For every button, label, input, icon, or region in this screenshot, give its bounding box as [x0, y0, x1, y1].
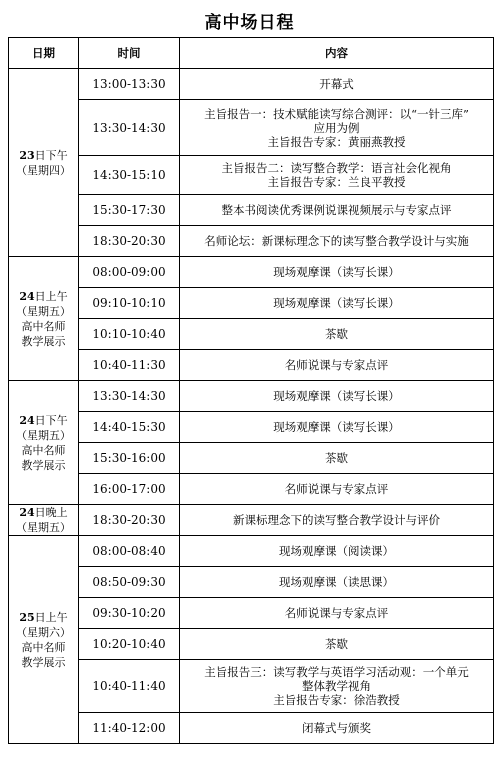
content-line: 主旨报告专家：黄丽燕教授: [267, 134, 406, 149]
date-cell: [9, 381, 79, 505]
header-content: 内容: [180, 38, 494, 69]
date-line: 日上午: [34, 289, 68, 303]
content-cell: [180, 257, 494, 288]
table-row: [9, 713, 494, 744]
content-line: 主旨报告专家：兰良平教授: [267, 175, 406, 189]
date-line: 高中名师: [21, 640, 66, 654]
content-line: 现场观摩课（读写长课）: [273, 389, 400, 403]
table-row: [9, 598, 494, 629]
date-line: 高中名师: [21, 443, 66, 457]
content-line: 现场观摩课（读写长课）: [273, 420, 400, 434]
time-cell: 10:40-11:30: [79, 350, 180, 381]
content-cell: [180, 156, 494, 195]
content-cell: [180, 412, 494, 443]
time-cell: 09:10-10:10: [79, 288, 180, 319]
content-cell: [180, 567, 494, 598]
content-line: 茶歇: [325, 327, 348, 341]
content-cell: [180, 350, 494, 381]
content-cell: [180, 474, 494, 505]
table-row: [9, 226, 494, 257]
content-cell: [180, 598, 494, 629]
table-row: [9, 100, 494, 156]
table-row: [9, 350, 494, 381]
content-line: 新课标理念下的读写整合教学设计与评价: [233, 513, 440, 527]
table-row: [9, 505, 494, 536]
date-line: 日晚上: [34, 506, 68, 519]
table-row: [9, 257, 494, 288]
content-line: 主旨报告一：技术赋能读写综合测评：以“一针三库”: [204, 106, 469, 121]
date-day: 24: [19, 413, 35, 427]
content-cell: [180, 100, 494, 156]
content-cell: [180, 226, 494, 257]
time-cell: 16:00-17:00: [79, 474, 180, 505]
page-title: 高中场日程: [204, 13, 295, 33]
time-cell: 13:00-13:30: [79, 69, 180, 100]
date-cell: [9, 536, 79, 744]
table-row: [9, 69, 494, 100]
header-time: 时间: [79, 38, 180, 69]
time-cell: 15:30-17:30: [79, 195, 180, 226]
content-line: 现场观摩课（阅读课）: [279, 544, 394, 558]
content-cell: [180, 629, 494, 660]
time-cell: 08:00-09:00: [79, 257, 180, 288]
time-cell: 14:30-15:10: [79, 156, 180, 195]
time-cell: 10:10-10:40: [79, 319, 180, 350]
date-line: 日下午: [34, 148, 68, 162]
table-row: [9, 381, 494, 412]
time-cell: 14:40-15:30: [79, 412, 180, 443]
time-cell: 11:40-12:00: [79, 713, 180, 744]
content-cell: [180, 505, 494, 536]
content-cell: [180, 195, 494, 226]
date-line: （星期五）: [16, 304, 71, 318]
date-line: 日上午: [34, 610, 68, 624]
content-cell: [180, 536, 494, 567]
table-row: [9, 660, 494, 713]
schedule-body: [9, 69, 494, 744]
content-cell: [180, 288, 494, 319]
table-header-row: [9, 38, 494, 69]
time-cell: 08:50-09:30: [79, 567, 180, 598]
date-cell: [9, 505, 79, 536]
content-cell: [180, 319, 494, 350]
content-line: 应用为例: [313, 120, 360, 135]
date-line: （星期五）: [16, 521, 71, 534]
content-line: 整本书阅读优秀课例说课视频展示与专家点评: [221, 203, 452, 217]
table-row: [9, 156, 494, 195]
time-cell: 18:30-20:30: [79, 226, 180, 257]
table-row: [9, 443, 494, 474]
content-line: 闭幕式与颁奖: [302, 721, 371, 735]
time-cell: 13:30-14:30: [79, 381, 180, 412]
content-cell: [180, 69, 494, 100]
content-line: 现场观摩课（读思课）: [279, 575, 394, 589]
date-line: （星期五）: [16, 428, 71, 442]
date-day: 24: [19, 506, 35, 519]
schedule-table: [8, 37, 494, 744]
content-line: 名师论坛：新课标理念下的读写整合教学设计与实施: [204, 234, 469, 248]
content-cell: [180, 443, 494, 474]
table-row: [9, 567, 494, 598]
time-cell: 18:30-20:30: [79, 505, 180, 536]
date-line: （星期四）: [16, 163, 71, 177]
time-cell: 10:20-10:40: [79, 629, 180, 660]
content-line: 整体教学视角: [302, 679, 371, 693]
content-line: 主旨报告二：读写整合教学：语言社会化视角: [221, 161, 452, 175]
table-row: [9, 412, 494, 443]
content-line: 现场观摩课（读写长课）: [273, 296, 400, 310]
date-day: 25: [19, 610, 35, 624]
table-row: [9, 536, 494, 567]
content-line: 茶歇: [325, 637, 348, 651]
content-cell: [180, 660, 494, 713]
date-line: 教学展示: [21, 655, 66, 669]
content-line: 开幕式: [319, 77, 354, 91]
date-line: 教学展示: [21, 334, 66, 348]
table-row: [9, 474, 494, 505]
time-cell: 15:30-16:00: [79, 443, 180, 474]
date-cell: [9, 257, 79, 381]
content-line: 现场观摩课（读写长课）: [273, 265, 400, 279]
table-row: [9, 629, 494, 660]
table-row: [9, 319, 494, 350]
date-cell: [9, 69, 79, 257]
content-line: 名师说课与专家点评: [284, 606, 389, 620]
table-row: [9, 288, 494, 319]
date-day: 23: [19, 148, 35, 162]
header-date: 日期: [9, 38, 79, 69]
content-line: 茶歇: [325, 451, 348, 465]
time-cell: 10:40-11:40: [79, 660, 180, 713]
date-day: 24: [19, 289, 35, 303]
content-line: 名师说课与专家点评: [284, 358, 389, 372]
date-line: （星期六）: [16, 625, 71, 639]
time-cell: 08:00-08:40: [79, 536, 180, 567]
date-line: 日下午: [34, 413, 68, 427]
content-line: 主旨报告三：读写教学与英语学习活动观：一个单元: [204, 665, 469, 679]
content-line: 名师说课与专家点评: [284, 482, 389, 496]
time-cell: 13:30-14:30: [79, 100, 180, 156]
date-line: 教学展示: [21, 458, 66, 472]
date-line: 高中名师: [21, 319, 66, 333]
time-cell: 09:30-10:20: [79, 598, 180, 629]
content-cell: [180, 381, 494, 412]
content-cell: [180, 713, 494, 744]
content-line: 主旨报告专家：徐浩教授: [273, 693, 400, 707]
table-row: [9, 195, 494, 226]
